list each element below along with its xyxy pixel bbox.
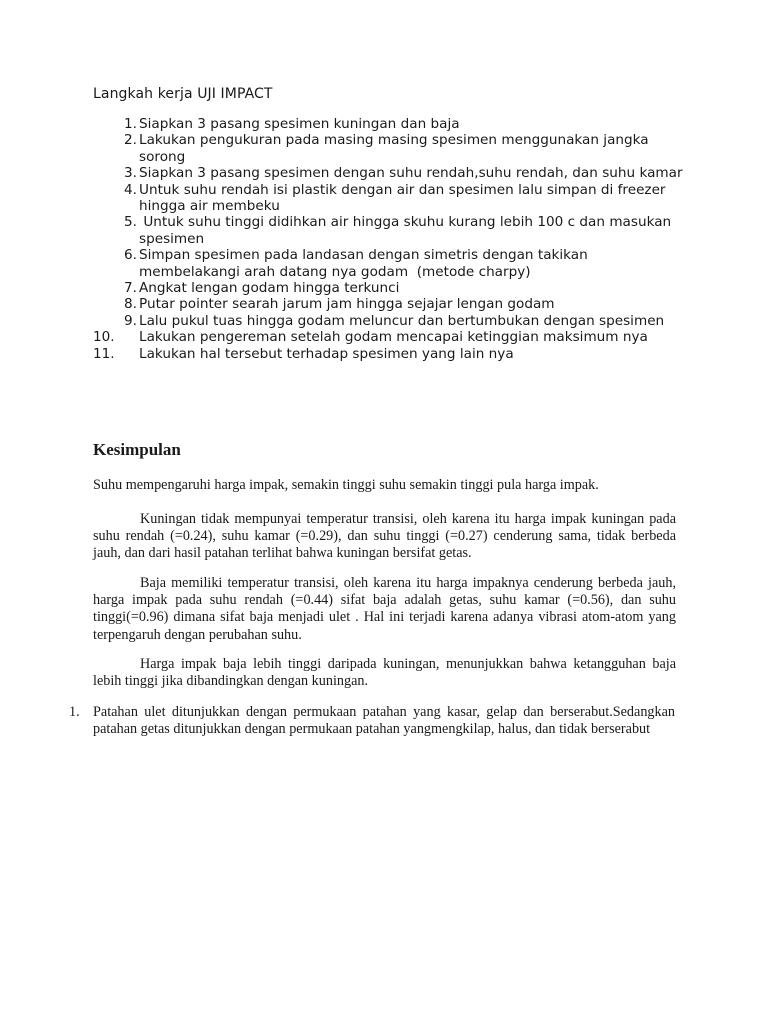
list-item: 10. Lakukan pengereman setelah godam mencapai ketinggian maksimum nya bbox=[93, 329, 648, 346]
list-item: 6. Simpan spesimen pada landasan dengan simetris dengan takikan membelakangi arah datang nya godam (metode charpy) bbox=[124, 247, 593, 280]
list-item: 11. Lakukan hal tersebut terhadap spesimen yang lain nya bbox=[93, 345, 514, 362]
conclusion-paragraph: Kuningan tidak mempunyai temperatur transisi, oleh karena itu harga impak kuningan pada suhu rendah (=0.24), suhu kamar (=0.29), dan suhu tinggi (=0.27) cenderung sama, tidak berbeda jauh, dan dari hasil patahan terlihat bahwa kuningan bersifat getas. bbox=[93, 511, 676, 562]
list-item: 8. Putar pointer searah jarum jam hingga sejajar lengan godam bbox=[124, 296, 555, 313]
list-item: 5. Untuk suhu tinggi didihkan air hingga skuhu kurang lebih 100 c dan masukan spesimen bbox=[124, 214, 676, 247]
list-item: 2. Lakukan pengukuran pada masing masing spesimen menggunakan jangka sorong bbox=[124, 132, 649, 165]
numbered-note bbox=[69, 704, 675, 738]
conclusion-paragraph: Baja memiliki temperatur transisi, oleh karena itu harga impaknya cenderung berbeda jauh, harga impak pada suhu rendah (=0.44) sifat baja adalah getas, suhu kamar (=0.56), dan suhu tinggi(=0.96) dimana sifat baja menjadi ulet . Hal ini terjadi karena adanya vibrasi atom-atom yang terpengaruh dengan perubahan suhu. bbox=[93, 575, 676, 643]
list-item: 9. Lalu pukul tuas hingga godam meluncur dan bertumbukan dengan spesimen bbox=[124, 312, 665, 329]
list-item: 4. Untuk suhu rendah isi plastik dengan air dan spesimen lalu simpan di freezer hingga air membeku bbox=[124, 181, 666, 215]
list-item: 1. Siapkan 3 pasang spesimen kuningan dan baja bbox=[124, 116, 460, 132]
list-item: 3. Siapkan 3 pasang spesimen dengan suhu rendah,suhu rendah, dan suhu kamar bbox=[124, 165, 683, 182]
conclusion-paragraph: Harga impak baja lebih tinggi daripada kuningan, menunjukkan bahwa ketangguhan baja lebih tinggi jika dibandingkan dengan kuningan. bbox=[93, 656, 676, 690]
steps-list bbox=[93, 116, 683, 362]
note-text: Patahan ulet ditunjukkan dengan permukaan patahan yang kasar, gelap dan berserabut.Sedangkan patahan getas ditunjukkan dengan permukaan patahan yangmengkilap, halus, dan tidak berserabut bbox=[93, 704, 675, 738]
conclusion-intro: Suhu mempengaruhi harga impak, semakin tinggi suhu semakin tinggi pula harga impak. bbox=[93, 477, 599, 493]
note-number: 1. bbox=[69, 704, 80, 720]
conclusion-title: Kesimpulan bbox=[93, 440, 181, 459]
list-item: 7. Angkat lengan godam hingga terkunci bbox=[124, 280, 400, 297]
steps-title: Langkah kerja UJI IMPACT bbox=[93, 86, 273, 102]
